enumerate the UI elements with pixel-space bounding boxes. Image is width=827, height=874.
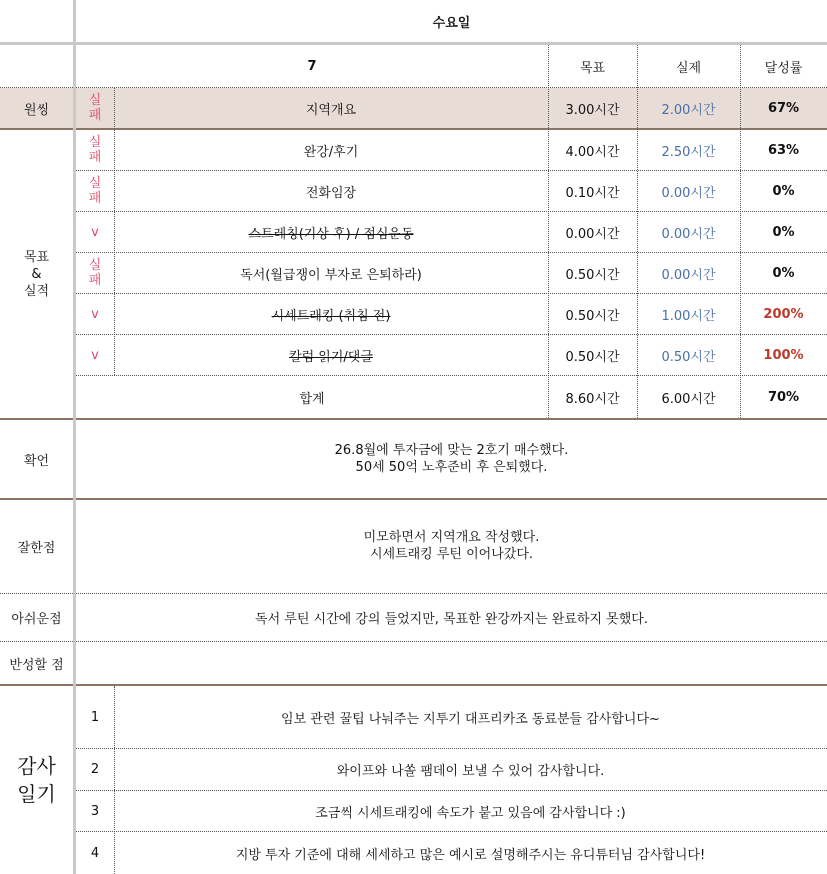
label-goals-2: & [31, 266, 42, 282]
affirmation-line: 26.8월에 투자금에 맞는 2호기 매수했다. [334, 443, 569, 458]
task-goal: 0.50시간 [565, 308, 620, 324]
total-goal: 8.60시간 [565, 391, 620, 407]
divider [0, 498, 827, 500]
task-goal: 0.50시간 [565, 349, 620, 365]
task-rate: 0% [772, 265, 795, 281]
task-name: 완강/후기 [303, 144, 359, 160]
task-name: 지역개요 [305, 102, 357, 118]
label-goals-1: 목표 [23, 249, 50, 265]
regret-text: 독서 루틴 시간에 강의 들었지만, 목표한 완강까지는 완료하지 못했다. [255, 611, 648, 627]
task-name: 전화임장 [305, 185, 357, 201]
divider [0, 684, 827, 686]
label-hwakeon: 확언 [23, 453, 50, 469]
good-point-line: 미모하면서 지역개요 작성했다. [363, 530, 540, 545]
reflect-text [76, 642, 827, 684]
divider [76, 252, 827, 253]
task-actual: 0.00시간 [661, 267, 716, 283]
task-goal: 0.10시간 [565, 185, 620, 201]
divider [0, 641, 827, 642]
task-goal: 4.00시간 [565, 144, 620, 160]
gratitude-num: 1 [90, 709, 100, 725]
divider [76, 211, 827, 212]
total-rate: 70% [767, 389, 800, 405]
divider [76, 831, 827, 832]
divider [73, 0, 76, 874]
task-status: 실 패 [88, 176, 102, 206]
divider [0, 593, 827, 594]
gratitude-num: 2 [90, 762, 100, 777]
task-actual: 2.00시간 [661, 102, 716, 118]
task-rate: 0% [772, 183, 795, 199]
task-goal: 0.50시간 [565, 267, 620, 283]
gratitude-num: 4 [90, 845, 100, 861]
label-wonsing: 원씽 [23, 102, 50, 118]
divider [76, 790, 827, 791]
divider [0, 42, 827, 45]
gratitude-num: 3 [90, 803, 100, 819]
task-rate: 67% [767, 100, 800, 116]
divider [76, 375, 827, 376]
task-actual: 0.00시간 [661, 185, 716, 201]
label-gratitude [0, 686, 73, 874]
header-actual: 실제 [675, 60, 702, 76]
good-points-text [76, 500, 827, 592]
affirmation-text [76, 420, 827, 498]
task-status: v [91, 224, 99, 240]
divider [548, 45, 549, 418]
header-rate: 달성률 [764, 60, 803, 76]
task-rate: 200% [763, 306, 804, 322]
divider [740, 45, 741, 418]
day-header: 수요일 [432, 15, 471, 31]
divider [0, 418, 827, 420]
good-point-line: 시세트래킹 루틴 이어나갔다. [369, 547, 534, 562]
task-rate: 100% [763, 347, 804, 363]
label-reflect: 반성할 점 [9, 657, 64, 673]
task-status: v [91, 347, 99, 363]
divider [114, 88, 115, 375]
task-status: 실 패 [88, 93, 102, 123]
gratitude-text: 조금씩 시세트래킹에 속도가 붙고 있음에 감사합니다 :) [315, 805, 626, 821]
label-good: 잘한점 [17, 540, 56, 556]
task-rate: 63% [767, 142, 800, 158]
label-goals [0, 130, 73, 418]
task-name: 독서(월급쟁이 부자로 은퇴하라) [240, 267, 422, 283]
header-goal: 목표 [579, 60, 606, 76]
task-name: 시세트래킹 (취침 전) [271, 308, 391, 324]
total-actual: 6.00시간 [661, 391, 716, 407]
divider [114, 686, 115, 874]
label-gratitude-2: 일기 [17, 782, 56, 806]
gratitude-text: 지방 투자 기준에 대해 세세하고 많은 예시로 설명해주시는 유디튜터님 감사합니다! [235, 847, 706, 863]
task-status: v [91, 306, 99, 322]
task-status: 실 패 [88, 135, 102, 165]
divider [0, 128, 827, 130]
gratitude-text: 와이프와 나쏠 팸데이 보낼 수 있어 감사합니다. [336, 764, 605, 779]
task-goal: 3.00시간 [565, 102, 620, 118]
task-actual: 2.50시간 [661, 144, 716, 160]
task-goal: 0.00시간 [565, 226, 620, 242]
task-status: 실 패 [88, 258, 102, 288]
label-gratitude-1: 감사 [17, 754, 56, 778]
divider [637, 45, 638, 418]
task-name: 칼럼 읽기/댓글 [289, 349, 373, 365]
divider [76, 170, 827, 171]
divider [76, 334, 827, 335]
label-regret: 아쉬운점 [11, 611, 62, 627]
divider [76, 748, 827, 749]
divider [76, 293, 827, 294]
affirmation-line: 50세 50억 노후준비 후 은퇴했다. [355, 460, 548, 475]
task-name: 스트레칭(기상 후) / 점심운동 [248, 226, 414, 242]
task-actual: 1.00시간 [661, 308, 716, 324]
divider [0, 87, 827, 88]
task-actual: 0.00시간 [661, 226, 716, 242]
gratitude-text: 임보 관련 꿀팁 나눠주는 지투기 대프리카조 동료분들 감사합니다~ [281, 711, 660, 727]
label-goals-3: 실적 [23, 283, 50, 299]
task-actual: 0.50시간 [661, 349, 716, 365]
task-rate: 0% [772, 224, 795, 240]
header-num: 7 [307, 58, 317, 74]
total-label: 합계 [299, 391, 325, 407]
